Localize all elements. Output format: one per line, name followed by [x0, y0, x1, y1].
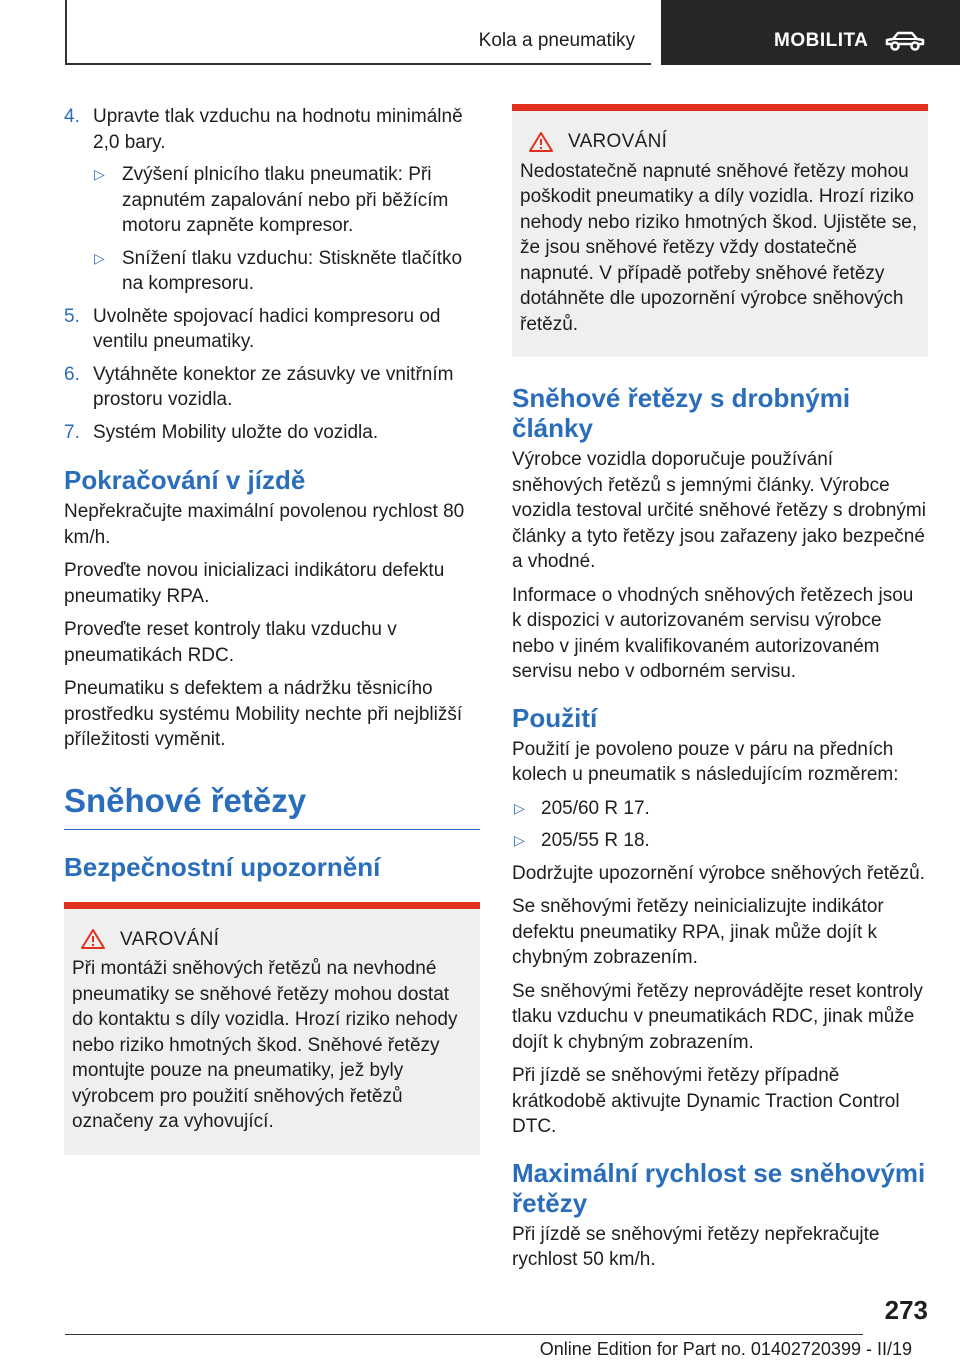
paragraph: Použití je povoleno pouze v páru na předních kolech u pneumatik s následujícím rozměrem: [512, 738, 899, 785]
header-divider-bottom [65, 63, 651, 65]
step-item [64, 104, 480, 155]
step-text: Vytáhněte konektor ze zásuvky ve vnitřním prostoru vozidla. [93, 363, 454, 410]
header-section-title: Kola a pneumatiky [478, 30, 635, 51]
left-column [64, 104, 480, 1155]
car-icon [884, 30, 926, 52]
step-text: Uvolněte spojovací hadici kompresoru od ventilu pneumatiky. [93, 305, 441, 352]
list-item [512, 828, 928, 854]
paragraph: Informace o vhodných sněhových řetězech jsou k dispozici v autorizovaném servisu výrobce nebo v jiném kvalifikovaném autorizovaném servisu nebo v odborném servisu. [512, 584, 914, 682]
step-text: Upravte tlak vzduchu na hodnotu minimálně 2,0 bary. [93, 106, 463, 153]
bullet-triangle-icon: ▷ [514, 799, 525, 816]
warning-title: VAROVÁNÍ [120, 928, 220, 950]
sub-step-item [64, 162, 480, 239]
warning-triangle-icon [80, 928, 106, 950]
header-tab-label: MOBILITA [774, 30, 869, 51]
use-heading: Použití [512, 702, 598, 733]
bullet-triangle-icon: ▷ [514, 832, 525, 848]
paragraph: Se sněhovými řetězy neprovádějte reset kontroly tlaku vzduchu v pneumatikách RDC, jinak může dojít k chybným zobrazením. [512, 980, 923, 1053]
header-divider-left [65, 0, 67, 65]
bullet-triangle-icon: ▷ [94, 249, 105, 266]
warning-title-row [72, 927, 472, 953]
warning-box [512, 104, 928, 357]
paragraph: Dodržujte upozornění výrobce sněhových řetězů. [512, 862, 925, 884]
paragraph: Při jízdě se sněhovými řetězy nepřekračujte rychlost 50 km/h. [512, 1223, 880, 1270]
list-item [512, 796, 928, 822]
size-text: 205/55 R 18. [541, 830, 650, 851]
paragraph: Pneumatiku s defektem a nádržku těsnicího prostředku systému Mobility nechte při nejbližší příležitosti vyměnit. [64, 678, 463, 750]
paragraph: Proveďte novou inicializaci indikátoru defektu pneumatiky RPA. [64, 560, 445, 607]
step-item [64, 362, 480, 413]
footer-divider [65, 1334, 863, 1335]
sub-step-text: Snížení tlaku vzduchu: Stiskněte tlačítko na kompresoru. [122, 247, 463, 294]
sub-step-text: Zvýšení plnicího tlaku pneumatik: Při zapnutém zapalování nebo při běžícím motoru zapněte kompresor. [122, 164, 449, 236]
step-number: 6. [64, 363, 80, 385]
warning-title-row [520, 129, 920, 155]
sub-step-item [64, 246, 480, 297]
footer-edition: Online Edition for Part no. 01402720399 - II/19 [539, 1339, 912, 1359]
paragraph: Nepřekračujte maximální povolenou rychlost 80 km/h. [64, 501, 465, 548]
step-item [64, 420, 480, 446]
warning-triangle-icon [528, 131, 554, 153]
paragraph: Se sněhovými řetězy neinicializujte indikátor defektu pneumatiky RPA, jinak může dojít k chybným zobrazením. [512, 896, 884, 968]
size-text: 205/60 R 17. [541, 797, 650, 819]
chapter-heading: Sněhové řetězy [64, 781, 480, 830]
warning-box [64, 902, 480, 1155]
right-column [512, 104, 928, 1281]
paragraph: Proveďte reset kontroly tlaku vzduchu v pneumatikách RDC. [64, 619, 397, 666]
step-number: 5. [64, 305, 80, 327]
step-number: 7. [64, 421, 80, 443]
speed-heading: Maximální rychlost se sněhovými řetězy [512, 1157, 926, 1218]
step-number: 4. [64, 106, 80, 127]
fine-chains-heading: Sněhové řetězy s drobnými články [512, 383, 851, 443]
step-item [64, 304, 480, 355]
page-number: 273 [884, 1295, 928, 1325]
warning-text: Při montáži sněhových řetězů na nevhodné pneumatiky se sněhové řetězy mohou dostat do kontaktu s díly vozidla. Hrozí riziko nehody nebo riziko hmotných škod. Sněhové řetězy montujte pouze na pneumatiky, jež byly výrobcem pro použití sněhových řetězů označeny za vyhovující. [72, 958, 458, 1132]
continue-heading: Pokračování v jízdě [64, 465, 306, 495]
warning-title: VAROVÁNÍ [568, 131, 668, 152]
step-text: Systém Mobility uložte do vozidla. [93, 421, 379, 443]
paragraph: Výrobce vozidla doporučuje používání sněhových řetězů s jemnými články. Výrobce vozidla testoval určité sněhové řetězy s drobnými články a tyto řetězy jsou zařazeny jako bezpečné a vhodné. [512, 449, 926, 572]
bullet-triangle-icon: ▷ [94, 166, 105, 182]
safety-heading: Bezpečnostní upozornění [64, 851, 381, 882]
paragraph: Při jízdě se sněhovými řetězy případně krátkodobě aktivujte Dynamic Traction Control DTC. [512, 1065, 900, 1137]
warning-text: Nedostatečně napnuté sněhové řetězy mohou poškodit pneumatiky a díly vozidla. Hrozí riziko nehody nebo riziko hmotných škod. Ujistěte se, že jsou sněhové řetězy vždy dostatečně napnuté. V případě potřeby sněhové řetězy dotáhněte dle upozornění výrobce sněhových řetězů. [520, 160, 918, 335]
